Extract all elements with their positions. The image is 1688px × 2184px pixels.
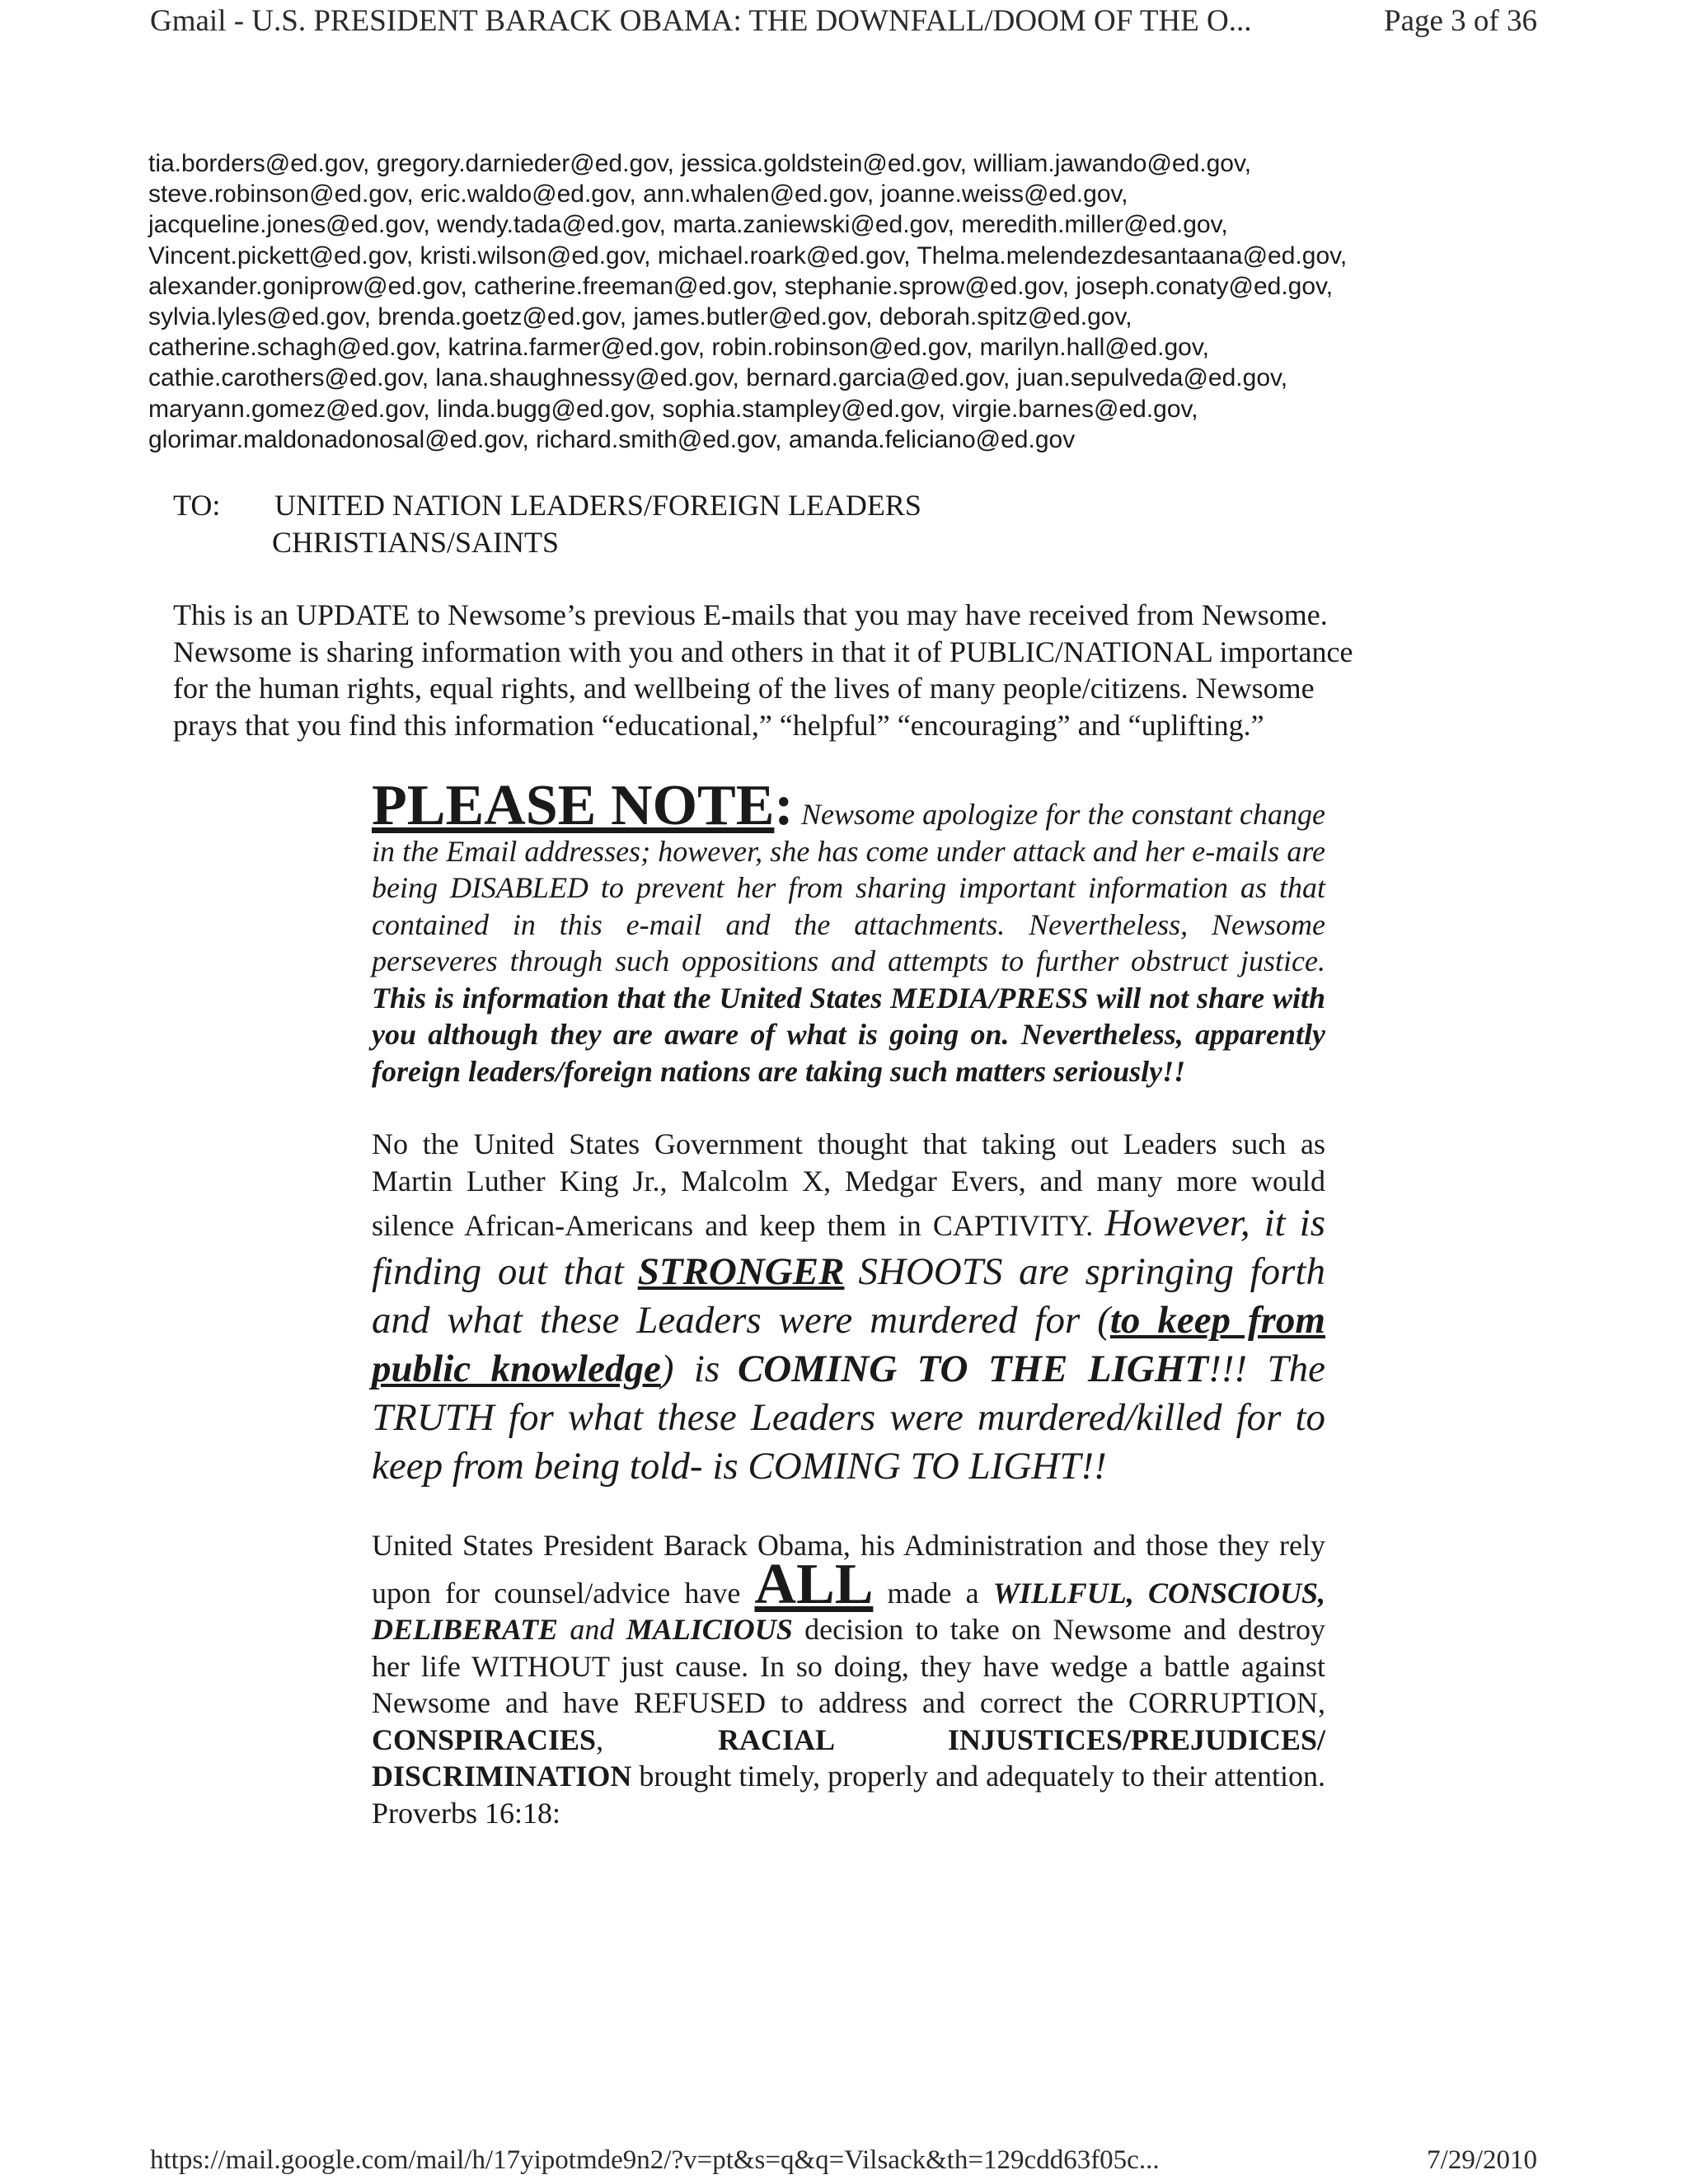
leaders-big-text-1: However, it is finding out that xyxy=(372,1202,1326,1293)
leaders-big-text-3: ) is xyxy=(660,1347,720,1390)
leaders-regular-text: No the United States Government thought that taking out Leaders such as Martin Luther King Jr., Malcolm X, Medgar Evers, and many more would silence African-Americans and keep them in CAPTIVITY. xyxy=(372,1127,1325,1242)
obama-text-3: decision to take on Newsome and destroy her life WITHOUT just cause. In so doing, they have wedge a battle against Newsome and have REFUSED to address and correct the CORRUPTION, xyxy=(372,1613,1326,1719)
leaders-paragraph xyxy=(372,1126,1325,1491)
intro-line: Newsome is sharing information with you and others in that it of PUBLIC/NATIONAL importance xyxy=(173,635,1353,668)
recipient-line: steve.robinson@ed.gov, eric.waldo@ed.gov, ann.whalen@ed.gov, joanne.weiss@ed.gov, xyxy=(148,180,1128,209)
note-italic-text: Newsome apologize for the constant change in the Email addresses; however, she has come under attack and her e-mails are being DISABLED to prevent her from sharing important information as that contained in this e-mail and the attachments. Nevertheless, Newsome perseveres through such oppositions and attempts to further obstruct justice. xyxy=(372,798,1326,977)
public-knowledge-phrase: to keep from public knowledge xyxy=(372,1299,1325,1390)
leaders-big-text-4: !!! The TRUTH for what these Leaders were murdered/killed for to keep from being told- is COMING TO LIGHT!! xyxy=(372,1347,1325,1488)
recipient-line: alexander.goniprow@ed.gov, catherine.freeman@ed.gov, stephanie.sprow@ed.gov, joseph.conaty@ed.gov, xyxy=(148,272,1334,300)
malicious-word: MALICIOUS xyxy=(626,1613,793,1646)
intro-line: This is an UPDATE to Newsome’s previous E-mails that you may have received from Newsome. xyxy=(173,598,1328,631)
recipient-line: cathie.carothers@ed.gov, lana.shaughnessy@ed.gov, bernard.garcia@ed.gov, juan.sepulveda@ed.gov, xyxy=(148,364,1288,392)
page-footer xyxy=(150,2145,1537,2176)
comma: , xyxy=(596,1722,604,1756)
leaders-big-text-2: SHOOTS are springing forth and what these Leaders were murdered for ( xyxy=(372,1250,1325,1342)
recipient-line: glorimar.maldonadonosal@ed.gov, richard.smith@ed.gov, amanda.feliciano@ed.gov xyxy=(148,425,1076,453)
email-title: Gmail - U.S. PRESIDENT BARACK OBAMA: THE DOWNFALL/DOOM OF THE O... xyxy=(150,4,1252,38)
all-word: ALL xyxy=(754,1552,874,1616)
obama-text-4: brought timely, properly and adequately to their attention. Proverbs 16:18: xyxy=(372,1760,1325,1830)
to-line-1: UNITED NATION LEADERS/FOREIGN LEADERS xyxy=(274,489,921,522)
obama-text-2: made a xyxy=(887,1576,979,1610)
recipient-line: tia.borders@ed.gov, gregory.darnieder@ed.gov, jessica.goldstein@ed.gov, william.jawando@ed.gov, xyxy=(148,150,1252,177)
recipient-line: catherine.schagh@ed.gov, katrina.farmer@ed.gov, robin.robinson@ed.gov, marilyn.hall@ed.gov, xyxy=(148,334,1209,362)
willful-phrase: WILLFUL, CONSCIOUS, DELIBERATE xyxy=(372,1576,1326,1646)
and-word: and xyxy=(570,1613,615,1646)
to-block xyxy=(173,487,1409,561)
recipient-line: Vincent.pickett@ed.gov, kristi.wilson@ed.gov, michael.roark@ed.gov, Thelma.melendezdesantaana@ed.gov, xyxy=(148,241,1348,269)
recipient-line: maryann.gomez@ed.gov, linda.bugg@ed.gov, sophia.stampley@ed.gov, virgie.barnes@ed.gov, xyxy=(148,395,1198,423)
to-label: TO: xyxy=(173,489,221,522)
note-box xyxy=(372,774,1326,1831)
please-note-colon: : xyxy=(774,774,794,837)
note-bold-italic-text: This is information that the United States MEDIA/PRESS will not share with you although they are aware of what is going on. Nevertheless, apparently foreign leaders/foreign nations are taking such matters seriously!! xyxy=(372,981,1325,1088)
recipient-list xyxy=(148,148,1550,455)
stronger-word: STRONGER xyxy=(637,1250,845,1293)
racial-injustices-phrase: RACIAL INJUSTICES/PREJUDICES/ DISCRIMINATION xyxy=(372,1722,1325,1793)
intro-paragraph xyxy=(173,597,1525,743)
recipient-line: sylvia.lyles@ed.gov, brenda.goetz@ed.gov, james.butler@ed.gov, deborah.spitz@ed.gov, xyxy=(148,303,1132,331)
intro-line: prays that you find this information “educational,” “helpful” “encouraging” and “uplifting.” xyxy=(173,708,1264,742)
footer-url: https://mail.google.com/mail/h/17yipotmde9n2/?v=pt&s=q&q=Vilsack&th=129cdd63f05c... xyxy=(150,2145,1160,2175)
please-note-paragraph xyxy=(372,774,1326,1090)
obama-text-1: United States President Barack Obama, his Administration and those they rely upon for counsel/advice have xyxy=(372,1529,1325,1610)
conspiracies-word: CONSPIRACIES xyxy=(372,1722,597,1756)
please-note-heading: PLEASE NOTE xyxy=(372,774,775,837)
recipient-line: jacqueline.jones@ed.gov, wendy.tada@ed.gov, marta.zaniewski@ed.gov, meredith.miller@ed.gov, xyxy=(148,211,1228,239)
intro-line: for the human rights, equal rights, and wellbeing of the lives of many people/citizens. Newsome xyxy=(173,672,1315,705)
footer-date: 7/29/2010 xyxy=(1427,2145,1537,2175)
obama-paragraph xyxy=(372,1527,1325,1831)
page-header xyxy=(150,3,1537,39)
to-line-2: CHRISTIANS/SAINTS xyxy=(272,526,560,559)
coming-to-light-phrase: COMING TO THE LIGHT xyxy=(737,1347,1209,1390)
page-number: Page 3 of 36 xyxy=(1384,4,1537,38)
